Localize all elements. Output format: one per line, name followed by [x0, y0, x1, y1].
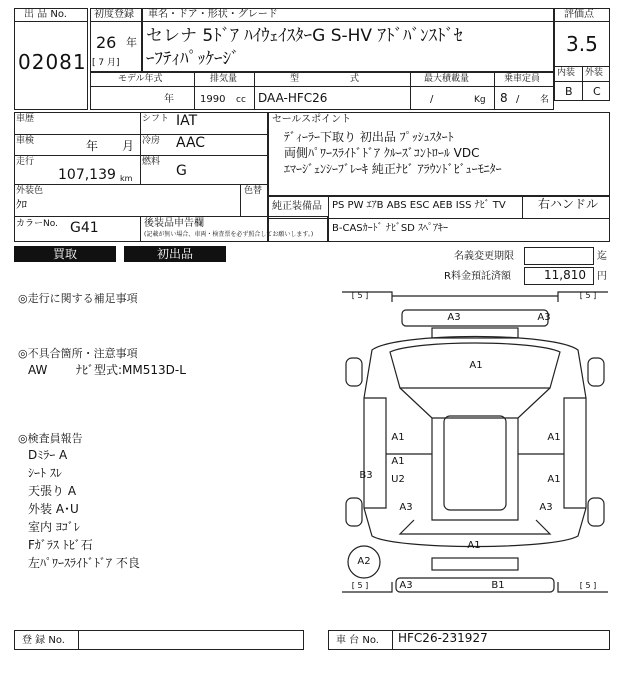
capacity-unit: 名	[540, 95, 550, 105]
tire-label-tl: [ 5 ]	[351, 291, 369, 300]
recycle-amount: 11,810	[544, 268, 586, 282]
chassis-no-label: 車 台 No.	[336, 635, 379, 646]
mark-left-front-door: A1	[391, 432, 405, 443]
inspector-line-1: Dﾐﾗｰ A	[28, 448, 68, 462]
sales-point-1: ﾃﾞｨｰﾗｰ下取り 初出品 ﾌﾟｯｼｭｽﾀｰﾄ	[284, 130, 454, 144]
exhibit-no: 02081	[18, 50, 87, 74]
aftermarket-note: (記載が無い場合、車両・検査票を必ず照合してお願いします。)	[144, 231, 314, 238]
interior-grade: B	[565, 85, 573, 98]
name-change-label: 名義変更期限	[454, 251, 514, 262]
ac-label: 冷房	[142, 136, 161, 146]
model-year-unit: 年	[164, 94, 174, 105]
tire-label-tr: [ 5 ]	[579, 291, 597, 300]
mark-right-rear-door: A1	[547, 474, 561, 485]
equipment-list-2: B-CASｶｰﾄﾞ ﾅﾋﾞSD ｽﾍﾟｱｷｰ	[332, 223, 449, 234]
defect-aw: AW	[28, 363, 48, 377]
equipment-label: 純正装備品	[272, 201, 322, 212]
capacity-value: 8	[500, 91, 508, 105]
displacement-label: 排気量	[210, 74, 238, 84]
score-value: 3.5	[566, 32, 598, 56]
shift-label: シフト	[142, 114, 170, 124]
sales-points-label: セールスポイント	[272, 114, 352, 125]
exterior-label: 外装	[585, 68, 604, 78]
tire-label-bl: [ 5 ]	[351, 581, 369, 590]
equipment-list: PS PW ｴｱB ABS ESC AEB ISS ﾅﾋﾞ TV	[332, 200, 506, 211]
mark-right-quarter: A3	[539, 502, 553, 513]
car-name-label: 車名・ドア・形状・グレード	[148, 9, 278, 20]
model-label-2: 式	[350, 74, 360, 84]
first-reg-year-unit: 年	[126, 36, 137, 49]
history-label: 車歴	[16, 114, 35, 124]
first-reg-label: 初度登録	[94, 9, 134, 20]
model-label: 型	[290, 74, 300, 84]
mark-hood: A1	[469, 360, 483, 371]
max-load-sep: /	[430, 94, 434, 105]
ac-value: AAC	[176, 135, 206, 151]
capacity-label: 乗車定員	[504, 74, 541, 84]
first-exhibit-badge: 初出品	[124, 246, 226, 262]
fuel-value: G	[176, 163, 187, 179]
car-name-line2: ｰﾌﾃｨﾊﾟｯｹｰｼﾞ	[146, 49, 240, 69]
handle-side: 右ハンドル	[538, 197, 599, 211]
car-damage-diagram	[336, 288, 614, 606]
max-load-unit: Kg	[474, 95, 486, 105]
mark-rear-bumper-r: B1	[491, 580, 505, 591]
sales-point-2: 両側ﾊﾟﾜｰｽﾗｲﾄﾞﾄﾞｱ ｸﾙｰｽﾞｺﾝﾄﾛｰﾙ VDC	[284, 146, 480, 160]
recycle-unit: 円	[597, 271, 607, 282]
inspection-month-unit: 月	[122, 139, 135, 153]
color-change-label: 色替	[244, 186, 263, 196]
score-label: 評価点	[564, 9, 594, 20]
defects-label: ◎不具合箇所・注意事項	[18, 347, 138, 360]
fuel-label: 燃料	[142, 157, 161, 167]
displacement-unit: cc	[236, 95, 246, 105]
inspector-line-5: 室内 ﾖｺﾞﾚ	[28, 520, 80, 534]
inspection-label: 車検	[16, 136, 35, 146]
inspection-year-unit: 年	[86, 139, 99, 153]
exterior-color-label: 外装色	[16, 186, 44, 196]
defect-navi: ﾅﾋﾞ型式:MM513D-L	[76, 363, 186, 377]
mark-front-bumper-r: A3	[537, 312, 551, 323]
mileage-label: 走行	[16, 157, 35, 167]
mileage-unit: km	[120, 174, 133, 183]
chassis-no: HFC26-231927	[398, 631, 488, 645]
first-reg-month: [ 7 月]	[92, 58, 120, 68]
mark-left-rear-door: B3	[359, 470, 373, 481]
color-no-label: カラーNo.	[16, 219, 58, 229]
aftermarket-label: 後装品申告欄	[144, 218, 204, 229]
capacity-sep: /	[516, 94, 520, 105]
name-change-unit: 迄	[597, 251, 607, 262]
exterior-grade: C	[593, 85, 601, 98]
mark-left-quarter: A3	[399, 502, 413, 513]
mark-roof-1: A1	[391, 456, 405, 467]
inspector-line-2: ｼｰﾄ ｽﾚ	[28, 466, 62, 480]
purchase-badge: 買取	[14, 246, 116, 262]
mark-roof-2: U2	[391, 474, 405, 485]
car-name-line1: セレナ 5ﾄﾞｱ ﾊｲｳｪｲｽﾀｰG S-HV ｱﾄﾞﾊﾞﾝｽﾄﾞｾ	[146, 26, 463, 46]
inspector-line-6: Fｶﾞﾗｽ ﾄﾋﾞ石	[28, 538, 93, 552]
name-change-box	[524, 247, 594, 265]
inspector-line-7: 左ﾊﾟﾜｰｽﾗｲﾄﾞﾄﾞｱ 不良	[28, 556, 140, 570]
recycle-label: R料金預託済額	[444, 271, 511, 282]
inspector-line-3: 天張り A	[28, 484, 77, 498]
running-notes-label: ◎走行に関する補足事項	[18, 292, 138, 305]
reg-no-label: 登 録 No.	[22, 635, 65, 646]
interior-label: 内装	[557, 68, 576, 78]
model-year-label: モデル年式	[118, 74, 163, 84]
exterior-color-value: ｸﾛ	[16, 198, 27, 211]
inspector-line-4: 外装 A･U	[28, 502, 79, 516]
mileage-value: 107,139	[58, 167, 116, 183]
mark-right-front-door: A1	[547, 432, 561, 443]
tire-label-br: [ 5 ]	[579, 581, 597, 590]
inspector-label: ◎検査員報告	[18, 432, 83, 445]
displacement-value: 1990	[200, 94, 226, 105]
model-value: DAA-HFC26	[258, 91, 328, 105]
exhibit-no-label: 出 品 No.	[24, 9, 67, 20]
shift-value: IAT	[176, 113, 198, 129]
mark-rear-bumper-l: A3	[399, 580, 413, 591]
max-load-label: 最大積載量	[424, 74, 470, 84]
sales-point-3: ｴﾏｰｼﾞｪﾝｼｰﾌﾞﾚｰｷ 純正ﾅﾋﾞ ｱﾗｳﾝﾄﾞﾋﾞｭｰﾓﾆﾀｰ	[284, 162, 502, 176]
mark-left-rear-corner: A2	[357, 556, 371, 567]
color-no-value: G41	[70, 220, 99, 236]
mark-front-bumper-l: A3	[447, 312, 461, 323]
first-reg-year: 26	[96, 33, 117, 52]
mark-tailgate: A1	[467, 540, 481, 551]
